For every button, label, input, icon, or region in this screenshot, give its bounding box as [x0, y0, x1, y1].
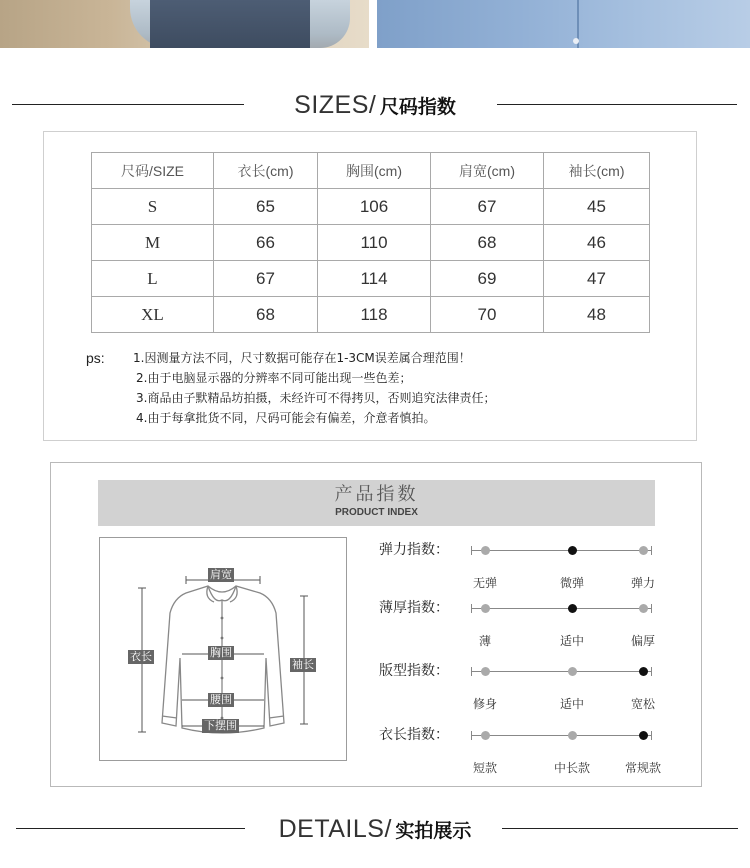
- index-scale-label: 版型指数：: [379, 663, 449, 679]
- index-scale-label: 弹力指数：: [379, 542, 449, 558]
- index-scale-dot: [481, 667, 490, 676]
- index-scale-label: 薄厚指数：: [379, 600, 449, 616]
- shirt-button: [573, 38, 579, 44]
- index-scale-option: 薄: [478, 634, 492, 648]
- index-scale-option: 偏厚: [630, 634, 656, 648]
- index-scale-endcap: [651, 604, 652, 613]
- index-scale-option: 修身: [472, 697, 498, 711]
- length-cell: 65: [214, 189, 318, 225]
- shirt-detail-photo: [377, 0, 750, 48]
- note-item: 3.商品由子默精品坊拍摄，未经许可不得拷贝，否则追究法律责任；: [136, 391, 496, 405]
- product-index-title-cn: 产品指数: [334, 484, 419, 505]
- sleeve-tag: 袖长: [292, 658, 314, 671]
- sizes-heading-en: SIZES: [294, 90, 369, 119]
- size-cell: XL: [92, 297, 214, 333]
- index-scale-option: 弹力: [630, 576, 656, 590]
- size-cell: S: [92, 189, 214, 225]
- col-header-length: 衣长(cm): [214, 153, 318, 189]
- index-scale-option: 常规款: [624, 761, 662, 775]
- note-item: 2.由于电脑显示器的分辨率不同可能出现一些色差；: [136, 371, 412, 385]
- index-scale-dot: [639, 546, 648, 555]
- sizes-heading: [0, 85, 750, 125]
- length-cell: 66: [214, 225, 318, 261]
- shoulder-cell: 70: [431, 297, 544, 333]
- note-item: 1.因测量方法不同，尺寸数据可能存在1-3CM误差属合理范围！: [133, 351, 471, 365]
- index-scale-dot: [568, 667, 577, 676]
- index-scale-dot: [481, 731, 490, 740]
- index-scale-endcap: [651, 731, 652, 740]
- shoulder-tag: 肩宽: [210, 568, 232, 581]
- col-header-sleeve: 袖长(cm): [544, 153, 650, 189]
- index-scale-dot-selected: [639, 667, 648, 676]
- product-index-title-band: [98, 480, 655, 526]
- index-scale-track: [471, 671, 656, 711]
- index-scale-option: 适中: [559, 697, 585, 711]
- index-scale-dot: [568, 731, 577, 740]
- index-scale-dot: [481, 546, 490, 555]
- details-heading-slash: /: [384, 814, 392, 843]
- chest-cell: 118: [318, 297, 431, 333]
- sleeve-cell: 48: [544, 297, 650, 333]
- index-scale-dot-selected: [568, 604, 577, 613]
- index-scale-track: [471, 608, 656, 648]
- index-scale-track: [471, 550, 656, 590]
- chest-tag: 胸围: [210, 646, 232, 659]
- index-scale-endcap: [471, 604, 472, 613]
- heading-rule-left: [12, 104, 244, 105]
- garment-measure-diagram: [99, 537, 347, 761]
- col-header-shoulder: 肩宽(cm): [431, 153, 544, 189]
- index-scale-label: 衣长指数：: [379, 727, 449, 743]
- product-index-title-en: PRODUCT INDEX: [335, 507, 418, 518]
- index-scale-dot-selected: [568, 546, 577, 555]
- col-header-size: 尺码/SIZE: [92, 153, 214, 189]
- size-row-xl: [92, 297, 650, 333]
- index-scale-dot: [481, 604, 490, 613]
- shoulder-cell: 68: [431, 225, 544, 261]
- jeans-image: [150, 0, 310, 48]
- length-cell: 67: [214, 261, 318, 297]
- size-row-s: [92, 189, 650, 225]
- details-heading-en: DETAILS: [278, 814, 385, 843]
- details-heading-cn: 实拍展示: [395, 819, 472, 842]
- index-scale-option: 适中: [559, 634, 585, 648]
- index-scale-endcap: [471, 667, 472, 676]
- index-scale-dot: [639, 604, 648, 613]
- hem-tag: 下摆围: [204, 719, 237, 732]
- product-index-panel: [50, 462, 702, 787]
- chest-cell: 110: [318, 225, 431, 261]
- shoulder-cell: 67: [431, 189, 544, 225]
- sleeve-cell: 46: [544, 225, 650, 261]
- chest-cell: 114: [318, 261, 431, 297]
- waist-tag: 腰围: [210, 693, 232, 706]
- length-cell: 68: [214, 297, 318, 333]
- heading-rule-right: [497, 104, 737, 105]
- index-scale-dot-selected: [639, 731, 648, 740]
- sizes-heading-slash: /: [368, 90, 376, 119]
- shoulder-cell: 69: [431, 261, 544, 297]
- size-cell: L: [92, 261, 214, 297]
- size-table-header-row: [92, 153, 650, 189]
- length-tag: 衣长: [130, 650, 152, 663]
- index-scale-track: [471, 735, 662, 775]
- size-chart-panel: [43, 131, 697, 441]
- sleeve-cell: 47: [544, 261, 650, 297]
- index-scale-endcap: [471, 731, 472, 740]
- sizes-heading-cn: 尺码指数: [379, 95, 456, 118]
- index-scale-endcap: [471, 546, 472, 555]
- index-scale-row: [373, 662, 663, 711]
- heading-rule-right: [502, 828, 738, 829]
- size-row-l: [92, 261, 650, 297]
- notes-list: [133, 348, 613, 428]
- index-scale-option: 宽松: [630, 697, 656, 711]
- size-table: [91, 152, 650, 333]
- note-item: 4.由于每拿批货不同，尺码可能会有偏差，介意者慎拍。: [136, 411, 436, 425]
- heading-rule-left: [16, 828, 245, 829]
- index-scale-row: [373, 541, 663, 590]
- index-scale-option: 无弹: [472, 576, 498, 590]
- details-heading: [0, 809, 750, 849]
- index-scale-option: 短款: [472, 761, 498, 775]
- index-scale-endcap: [651, 546, 652, 555]
- index-scale-option: 中长款: [553, 761, 591, 775]
- model-photo-left: [0, 0, 369, 48]
- index-scale-endcap: [651, 667, 652, 676]
- size-cell: M: [92, 225, 214, 261]
- col-header-chest: 胸围(cm): [318, 153, 431, 189]
- chest-cell: 106: [318, 189, 431, 225]
- index-scale-option: 微弹: [559, 576, 585, 590]
- size-row-m: [92, 225, 650, 261]
- index-scale-row: [373, 726, 663, 775]
- sleeve-cell: 45: [544, 189, 650, 225]
- index-scale-row: [373, 599, 663, 648]
- notes-prefix: ps:: [86, 350, 105, 366]
